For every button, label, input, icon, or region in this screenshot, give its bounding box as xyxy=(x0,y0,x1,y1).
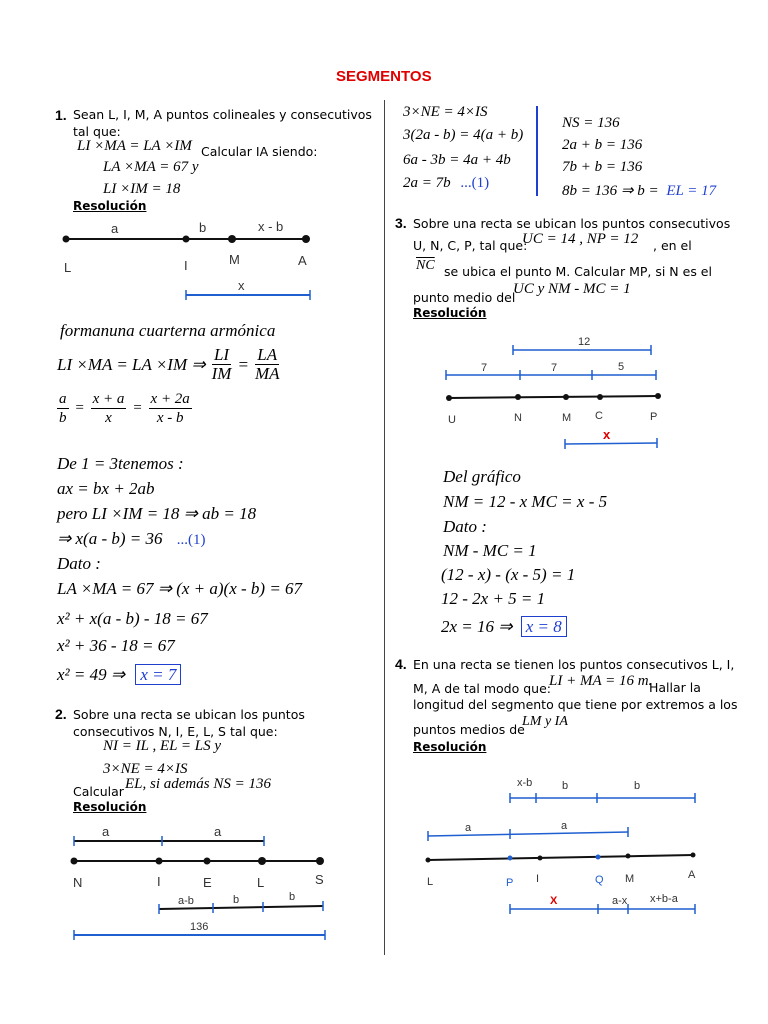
p4-fig-a1: a xyxy=(465,822,472,834)
p4-fig-L: L xyxy=(427,876,434,888)
p4-text2: M, A de tal modo que: xyxy=(413,681,552,696)
p4-resolucion-heading: Resolución xyxy=(413,740,487,754)
p3-s3: Dato : xyxy=(443,517,487,536)
p3-resolucion-heading: Resolución xyxy=(413,306,487,320)
p3-s1: Del gráfico xyxy=(443,467,521,486)
p1-s12-eq: x² = 49 ⇒ xyxy=(57,665,126,684)
r-eq1: 3×NE = 4×IS xyxy=(403,104,488,120)
p4-text3: Hallar la xyxy=(649,680,701,695)
q-eq3: 7b + b = 136 xyxy=(562,159,643,175)
p4-fig-xb: x-b xyxy=(517,777,533,789)
p1-s3-n3: x + 2a xyxy=(150,391,190,407)
p3-fig-N: N xyxy=(514,412,522,424)
p1-s1: formanuna cuarterna armónica xyxy=(60,321,276,340)
p1-s9: LA ×MA = 67 ⇒ (x + a)(x - b) = 67 xyxy=(57,579,303,598)
r-eq3: 6a - 3b = 4a + 4b xyxy=(403,152,511,168)
p2-eq2: 3×NE = 4×IS xyxy=(103,761,188,777)
p2-fig-b2: b xyxy=(289,891,296,903)
p1-s3-d3: x - b xyxy=(156,410,184,426)
p3-nc: NC xyxy=(416,258,435,273)
p3-text5: punto medio del xyxy=(413,290,516,305)
q-eq4-answer: EL = 17 xyxy=(666,183,717,199)
p1-answer-box: x = 7 xyxy=(135,664,181,685)
p3-text1: Sobre una recta se ubican los puntos consecutivos xyxy=(413,216,731,231)
p4-text5: puntos medios de xyxy=(413,722,525,737)
p1-s10: x² + x(a - b) - 18 = 67 xyxy=(57,609,208,628)
p1-fig-M: M xyxy=(229,252,240,267)
p2-fig-L: L xyxy=(257,875,265,890)
p1-s2-n2: LA xyxy=(255,346,280,365)
p3-fig-x: x xyxy=(603,427,611,442)
problem-2-number: 2. xyxy=(55,706,67,722)
p3-text4: se ubica el punto M. Calcular MP, si N es el xyxy=(444,264,712,279)
p1-eq2: LA ×MA = 67 y xyxy=(103,159,199,175)
p3-eq1: UC = 14 , NP = 12 xyxy=(522,231,639,247)
p1-eq1: LI ×MA = LA ×IM xyxy=(77,138,192,154)
p2-eq3: EL, si además NS = 136 xyxy=(125,776,271,792)
p3-fig-U: U xyxy=(448,414,456,426)
p1-fig-xb: x - b xyxy=(258,219,284,234)
page-title: SEGMENTOS xyxy=(336,68,432,85)
p1-s4: De 1 = 3tenemos : xyxy=(57,454,184,473)
p4-fig-xba: x+b-a xyxy=(650,893,678,905)
problem-2-text: Sobre una recta se ubican los puntos consecutivos N, I, E, L, S tal que: xyxy=(73,707,305,739)
p4-fig-b1: b xyxy=(562,780,569,792)
problem-3-number: 3. xyxy=(395,215,407,231)
p2-fig-E: E xyxy=(203,875,212,890)
q-eq1: NS = 136 xyxy=(562,115,620,131)
p1-eq3: LI ×IM = 18 xyxy=(103,181,181,197)
q-eq4-main: 8b = 136 ⇒ b = xyxy=(562,183,659,199)
p1-s8: Dato : xyxy=(57,554,101,573)
p2-calc-text: Calcular xyxy=(73,784,124,799)
p1-s2: LI ×MA = LA ×IM ⇒ $\frac{LI}{IM}$ = $\frac{LA}{MA}$ xyxy=(57,345,280,383)
p3-answer-box: x = 8 xyxy=(521,616,567,637)
r-eq4-tag: ...(1) xyxy=(460,175,490,191)
p4-fig-I: I xyxy=(536,873,540,885)
p1-s3-n1: a xyxy=(59,391,67,407)
p4-fig-M: M xyxy=(625,873,635,885)
p3-s5: (12 - x) - (x - 5) = 1 xyxy=(441,565,576,584)
p4-fig-X: X xyxy=(550,895,558,907)
p4-fig-P: P xyxy=(506,877,514,889)
p1-fig-A: A xyxy=(298,253,307,268)
p1-s2-d1: IM xyxy=(211,364,232,383)
p2-fig-a1: a xyxy=(102,824,110,839)
p1-resolucion-heading: Resolución xyxy=(73,199,147,213)
p3-s7-eq: 2x = 16 ⇒ xyxy=(441,617,513,636)
p1-s11: x² + 36 - 18 = 67 xyxy=(57,636,175,655)
p4-fig-A: A xyxy=(688,869,696,881)
p1-s2-n1: LI xyxy=(212,346,232,365)
p1-fig-x: x xyxy=(238,278,245,293)
p1-calc-text: Calcular IA siendo: xyxy=(201,144,318,159)
p1-s3-n2: x + a xyxy=(92,391,125,407)
p3-eq2: UC y NM - MC = 1 xyxy=(513,281,631,297)
p2-resolucion-heading: Resolución xyxy=(73,800,147,814)
p4-text1: En una recta se tienen los puntos consecutivos L, I, xyxy=(413,657,735,672)
r-eq4-main: 2a = 7b xyxy=(403,175,451,191)
p4-eq2: LM y IA xyxy=(522,714,568,729)
p3-fig-P: P xyxy=(650,411,658,423)
p4-fig-b2: b xyxy=(634,780,641,792)
p3-fig-M: M xyxy=(562,412,572,424)
p1-s7-tag: ...(1) xyxy=(176,532,206,548)
p2-fig-total: 136 xyxy=(190,921,209,933)
p1-fig-b: b xyxy=(199,220,207,235)
p4-fig-ax: a-x xyxy=(612,895,628,907)
p2-eq1: NI = IL , EL = LS y xyxy=(103,738,222,754)
p3-text2: U, N, C, P, tal que: xyxy=(413,238,528,253)
p1-fig-I: I xyxy=(184,258,188,273)
p1-s6: pero LI ×IM = 18 ⇒ ab = 18 xyxy=(57,504,257,523)
p4-text4: longitud del segmento que tiene por extremos a los xyxy=(413,697,738,712)
p3-fig-5: 5 xyxy=(618,361,625,373)
p2-fig-ab: a-b xyxy=(178,895,194,907)
problem-1-text: Sean L, I, M, A puntos colineales y consecutivos tal que: xyxy=(73,107,372,139)
p3-s4: NM - MC = 1 xyxy=(443,541,537,560)
q-eq2: 2a + b = 136 xyxy=(562,137,643,153)
problem-4-number: 4. xyxy=(395,656,407,672)
p4-fig-Q: Q xyxy=(595,874,604,886)
p1-s3-d1: b xyxy=(59,410,67,426)
p3-s6: 12 - 2x + 5 = 1 xyxy=(441,589,546,608)
p3-fig-7a: 7 xyxy=(481,362,488,374)
p3-s2: NM = 12 - x MC = x - 5 xyxy=(443,492,608,511)
p4-fig-a2: a xyxy=(561,820,568,832)
p3-text3: , en el xyxy=(653,238,692,253)
p3-fig-7b: 7 xyxy=(551,362,558,374)
p1-s2-lhs: LI ×MA = LA ×IM ⇒ xyxy=(57,354,206,374)
p1-s5: ax = bx + 2ab xyxy=(57,479,155,498)
p2-fig-I: I xyxy=(157,874,161,889)
p2-fig-S: S xyxy=(315,872,324,887)
p1-fig-L: L xyxy=(64,260,72,275)
p2-fig-a2: a xyxy=(214,824,222,839)
p1-s2-d2: MA xyxy=(254,364,280,383)
p4-eq1: LI + MA = 16 m. xyxy=(549,673,653,689)
problem-1-number: 1. xyxy=(55,107,67,123)
p2-fig-N: N xyxy=(73,875,83,890)
p2-fig-b1: b xyxy=(233,894,240,906)
p1-s3-d2: x xyxy=(105,410,112,426)
p1-fig-a: a xyxy=(111,221,119,236)
p3-fig-C: C xyxy=(595,410,603,422)
p1-s3: $\frac{a}{b}$ = $\frac{x + a}{x}$ = $\frac{x + 2a}{x - b}$ xyxy=(59,391,190,426)
p1-s7-eq: ⇒ x(a - b) = 36 xyxy=(57,529,163,548)
r-eq2: 3(2a - b) = 4(a + b) xyxy=(403,127,524,143)
p3-fig-12: 12 xyxy=(578,336,591,348)
